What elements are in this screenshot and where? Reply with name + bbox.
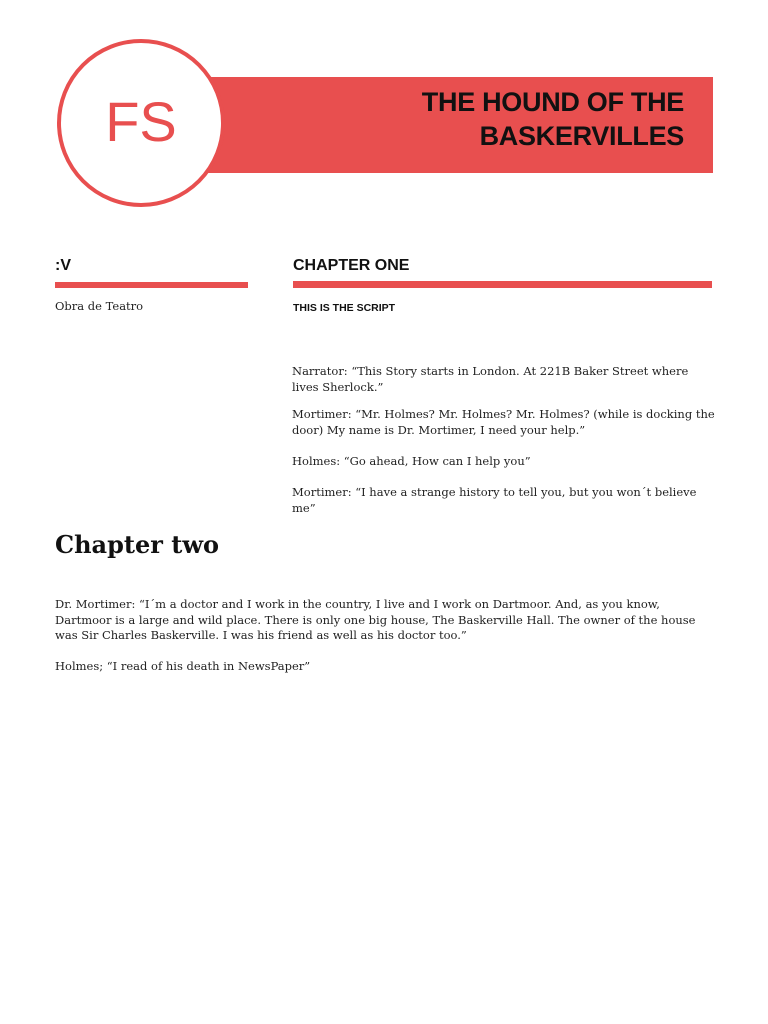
title-banner bbox=[200, 77, 713, 173]
chapter-one-heading: CHAPTER ONE bbox=[293, 257, 410, 274]
sidebar-heading: :V bbox=[55, 257, 71, 274]
document-title-line-2: BASKERVILLES bbox=[479, 121, 684, 151]
chapter-one-divider bbox=[293, 281, 712, 288]
logo-circle bbox=[57, 39, 225, 207]
chapter-one-subheading: THIS IS THE SCRIPT bbox=[293, 302, 396, 314]
script-line-mortimer-1: Mortimer: “Mr. Holmes? Mr. Holmes? Mr. Holmes? (while is docking the door) My name is Dr. Mortimer, I need your help.” bbox=[292, 407, 715, 437]
logo-initials: FS bbox=[105, 90, 177, 153]
script-line-narrator: Narrator: “This Story starts in London. At 221B Baker Street where lives Sherlock.” bbox=[292, 364, 689, 394]
sidebar-divider bbox=[55, 282, 248, 288]
sidebar-text: Obra de Teatro bbox=[55, 299, 144, 313]
document-title-line-1: THE HOUND OF THE bbox=[421, 87, 684, 117]
script-line-holmes-1: Holmes: “Go ahead, How can I help you” bbox=[292, 454, 531, 468]
script-line-mortimer-2: Mortimer: “I have a strange history to tell you, but you won´t believe me” bbox=[292, 485, 697, 515]
script-line-mortimer-3: Dr. Mortimer: “I´m a doctor and I work in the country, I live and I work on Dartmoor. And, as you know, Dartmoor is a large and wild place. There is only one big house, The Baskerville Hall. The owner of the house was Sir Charles Baskerville. I was his friend as well as his doctor too.” bbox=[55, 597, 696, 642]
script-line-holmes-2: Holmes; “I read of his death in NewsPaper” bbox=[55, 659, 311, 673]
chapter-two-heading: Chapter two bbox=[55, 530, 219, 559]
document-title bbox=[364, 85, 684, 153]
